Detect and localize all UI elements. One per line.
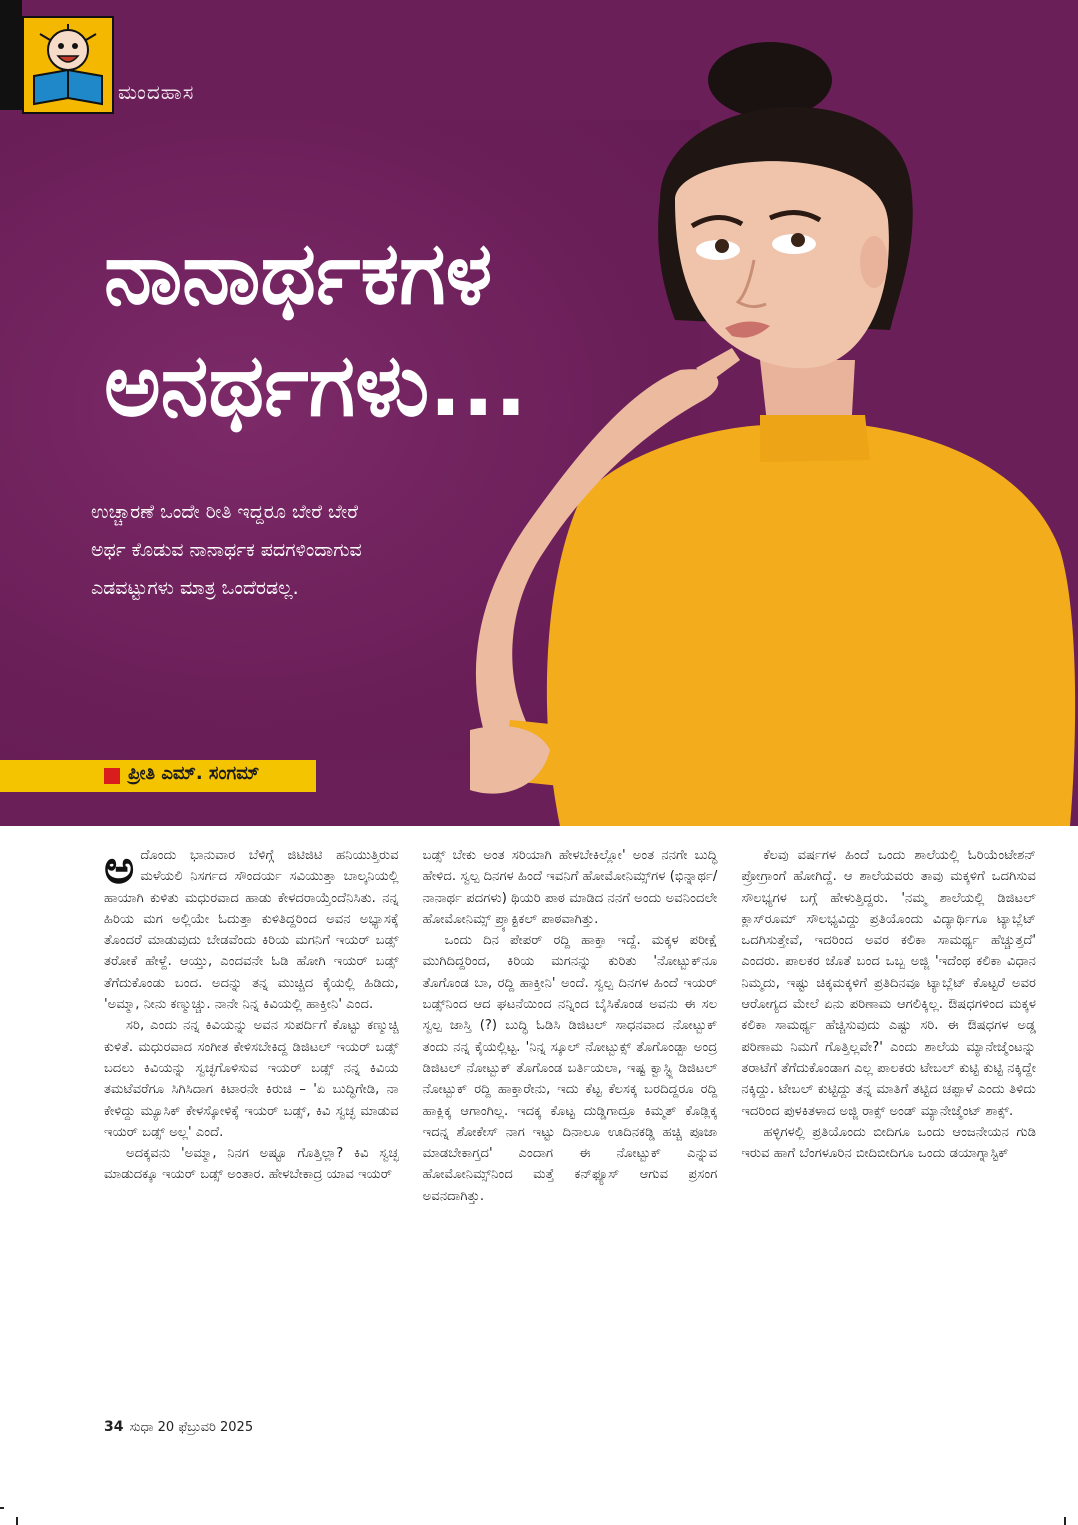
crop-mark <box>1064 1517 1066 1525</box>
paragraph: ಅದಕ್ಕವನು 'ಅಮ್ಮಾ, ನಿನಗ ಅಷ್ಟೂ ಗೊತ್ತಿಲ್ಲಾ? ಕಿವಿ ಸ್ವಚ್ಛ ಮಾಡುದಕ್ಕೂ ಇಯರ್ ಬಡ್ಸ್ ಅಂತಾರ. ಹೇಳಬೇಕಾದ್ರ ಯಾವ ಇಯರ್ <box>104 1146 399 1183</box>
section-label: ಮಂದಹಾಸ <box>118 80 195 104</box>
paragraph <box>104 840 399 1015</box>
paragraph: ಸರಿ, ಎಂದು ನನ್ನ ಕಿವಿಯನ್ನು ಅವನ ಸುಪರ್ದಿಗೆ ಕೊಟ್ಟು ಕಣ್ಮುಚ್ಚಿ ಕುಳಿತೆ. ಮಧುರವಾದ ಸಂಗೀತ ಕೇಳಿಸಬೇಕಿದ್ದ ಡಿಜಿಟಲ್ ಇಯರ್ ಬಡ್ಸ್ ಬದಲು ಕಿವಿಯನ್ನು ಸ್ವಚ್ಛಗೊಳಿಸುವ ಇಯರ್ ಬಡ್ಸ್ ನನ್ನ ಕಿವಿಯ ತಮಟೆವರೆಗೂ ಸಿಗಿಸಿದಾಗ ಕಿಟಾರನೇ ಕಿರುಚಿ – 'ಏ ಬುದ್ಧಿಗೇಡಿ, ನಾ ಕೇಳಿದ್ದು ಮ್ಯೂಸಿಕ್ ಕೇಳಸ್ಕೋಳಿಕ್ಕೆ ಇಯರ್ ಬಡ್ಸ್, ಕಿವಿ ಸ್ವಚ್ಛ ಮಾಡುವ ಇಯರ್ ಬಡ್ಸ್ ಅಲ್ಲ' ಎಂದೆ. <box>104 1018 399 1140</box>
paragraph: ಹಳ್ಳಿಗಳಲ್ಲಿ ಪ್ರತಿಯೊಂದು ಬೀದಿಗೂ ಒಂದು ಆಂಜನೇಯನ ಗುಡಿ ಇರುವ ಹಾಗೆ ಬೆಂಗಳೂರಿನ ಬೀದಿಬೀದಿಗೂ ಒಂದು ಡಯಾಗ್ನಾಸ್ಟಿಕ್ <box>741 1124 1037 1162</box>
article-column-2 <box>423 845 718 1207</box>
corner-bar <box>0 0 22 110</box>
drop-cap: ಅ <box>104 840 135 894</box>
article-column-1 <box>104 840 399 1207</box>
headline-line-1: ನಾನಾರ್ಥಕಗಳ <box>104 224 493 324</box>
paragraph: ಕೆಲವು ವರ್ಷಗಳ ಹಿಂದೆ ಒಂದು ಶಾಲೆಯಲ್ಲಿ ಓರಿಯೆಂಟೇಶನ್ ಪ್ರೋಗ್ರಾಂಗೆ ಹೋಗಿದ್ದೆ. ಆ ಶಾಲೆಯವರು ತಾವು ಮಕ್ಕಳಿಗೆ ಒದಗಿಸುವ ಸೌಲಭ್ಯಗಳ ಬಗ್ಗೆ ಹೇಳುತ್ತಿದ್ದರು. 'ನಮ್ಮ ಶಾಲೆಯಲ್ಲಿ ಡಿಜಿಟಲ್ ಕ್ಲಾಸ್‌ರೂಮ್ ಸೌಲಭ್ಯವಿದ್ದು ಪ್ರತಿಯೊಂದು ವಿದ್ಯಾರ್ಥಿಗೂ ಟ್ಯಾಬ್ಲೆಟ್ ಒದಗಿಸುತ್ತೇವೆ, ಇದರಿಂದ ಅವರ ಕಲಿಕಾ ಸಾಮರ್ಥ್ಯ ಹೆಚ್ಚುತ್ತದೆ' ಎಂದರು. ಪಾಲಕರ ಜೊತೆ ಬಂದ ಒಬ್ಬ ಅಜ್ಜಿ 'ಇದೆಂಥ ಕಲಿಕಾ ವಿಧಾನ ನಿಮ್ಮದು, ಇಷ್ಟು ಚಿಕ್ಕಮಕ್ಕಳಿಗೆ ಪ್ರತಿದಿನವೂ ಟ್ಯಾಬ್ಲೆಟ್ ಕೊಟ್ಟರೆ ಅವರ ಆರೋಗ್ಯದ ಮೇಲೆ ಏನು ಪರಿಣಾಮ ಆಗಲಿಕ್ಕಿಲ್ಲ. ಔಷಧಗಳಿಂದ ಮಕ್ಕಳ ಕಲಿಕಾ ಸಾಮರ್ಥ್ಯ ಹೆಚ್ಚಿಸುವುದು ಎಷ್ಟು ಸರಿ. ಈ ಔಷಧಗಳ ಅಡ್ಡ ಪರಿಣಾಮ ನಿಮಗೆ ಗೊತ್ತಿಲ್ಲವೇ?' ಎಂದು ಶಾಲೆಯ ಮ್ಯಾನೇಜ್ಮೆಂಟನ್ನು ತರಾಟೆಗೆ ತೆಗೆದುಕೊಂಡಾಗ ಎಲ್ಲ ಪಾಲಕರು ಟೇಬಲ್ ಕುಟ್ಟಿ ಕುಟ್ಟಿ ನಕ್ಕಿದ್ದೇ ನಕ್ಕಿದ್ದು. ಟೇಬಲ್ ಕುಟ್ಟಿದ್ದು ತನ್ನ ಮಾತಿಗೆ ತಟ್ಟಿದ ಚಪ್ಪಾಳೆ ಎಂದು ತಿಳಿದು ಇದರಿಂದ ಪುಳಕಿತಳಾದ ಅಜ್ಜಿ ರಾಕ್ಸ್ ಅಂಡ್ ಮ್ಯಾನೇಜ್ಮೆಂಟ್ ಶಾಕ್ಸ್. <box>741 848 1037 1119</box>
crop-mark <box>0 1507 4 1509</box>
paragraph-text: ದೊಂದು ಭಾನುವಾರ ಬೆಳಿಗ್ಗೆ ಜಿಟಿಜಿಟಿ ಹನಿಯುತ್ತಿರುವ ಮಳೆಯಲಿ ನಿಸರ್ಗದ ಸೌಂದರ್ಯ ಸವಿಯುತ್ತಾ ಬಾಲ್ಕನಿಯಲ್ಲಿ ಹಾಯಾಗಿ ಕುಳಿತು ಮಧುರವಾದ ಹಾಡು ಕೇಳದರಾಯ್ತೆಂದೆನಿಸಿತು. ನನ್ನ ಹಿರಿಯ ಮಗ ಅಲ್ಲಿಯೇ ಓದುತ್ತಾ ಕುಳಿತಿದ್ದರಿಂದ ಅವನ ಅಭ್ಯಾಸಕ್ಕೆ ತೊಂದರೆ ಮಾಡುವುದು ಬೇಡವೆಂದು ಕಿರಿಯ ಮಗನಿಗೆ ಇಯರ್ ಬಡ್ಸ್ ತರೋಕೆ ಹೇಳ್ದೆ. ಆಯ್ತು, ಎಂದವನೇ ಓಡಿ ಹೋಗಿ ಇಯರ್ ಬಡ್ಸ್ ತೆಗೆದುಕೊಂಡು ಬಂದ. ಅದನ್ನು ತನ್ನ ಮುಚ್ಚಿದ ಕೈಯಲ್ಲಿ ಹಿಡಿದು, 'ಅಮ್ಮಾ, ನೀನು ಕಣ್ಮುಚ್ಚು. ನಾನೇ ನಿನ್ನ ಕಿವಿಯಲ್ಲಿ ಹಾಕ್ತೀನಿ' ಎಂದ. <box>104 848 399 1013</box>
publication-date: ಸುಧಾ 20 ಫೆಬ್ರುವರಿ 2025 <box>129 1420 254 1435</box>
reading-man-logo-icon <box>22 16 114 114</box>
page-footer <box>104 1419 253 1435</box>
byline-marker <box>104 768 120 784</box>
headline <box>104 218 527 442</box>
byline-strip <box>0 760 316 792</box>
woman-thinking-photo <box>470 30 1078 826</box>
page-number: 34 <box>104 1419 124 1435</box>
headline-line-2: ಅನರ್ಥಗಳು... <box>104 336 528 436</box>
standfirst: ಉಚ್ಚಾರಣೆ ಒಂದೇ ರೀತಿ ಇದ್ದರೂ ಬೇರೆ ಬೇರೆ ಅರ್ಥ ಕೊಡುವ ನಾನಾರ್ಥಕ ಪದಗಳಿಂದಾಗುವ ಎಡವಟ್ಟುಗಳು ಮಾತ್ರ ಒಂದೆರಡಲ್ಲ. <box>91 501 362 599</box>
article-column-3 <box>741 845 1036 1207</box>
crop-mark <box>16 1517 18 1525</box>
article-body <box>104 840 1037 1207</box>
author-name: ಪ್ರೀತಿ ಎಮ್. ಸಂಗಮ್ <box>128 763 260 784</box>
paragraph: ಬಡ್ಸ್ ಬೇಕು ಅಂತ ಸರಿಯಾಗಿ ಹೇಳಬೇಕಿಲ್ಲೋ' ಅಂತ ನನಗೇ ಬುದ್ಧಿ ಹೇಳಿದ. ಸ್ವಲ್ಪ ದಿನಗಳ ಹಿಂದೆ ಇವನಿಗೆ ಹೋಮೋನಿಮ್ಸ್‌ಗಳ (ಭಿನ್ನಾರ್ಥ/ನಾನಾರ್ಥ ಪದಗಳು) ಥಿಯರಿ ಪಾಠ ಮಾಡಿದ ನನಗೆ ಅಂದು ಅವನಿಂದಲೇ ಹೋಮೋನಿಮ್ಸ್ ಪ್ರ್ಯಾಕ್ಟಿಕಲ್ ಪಾಠವಾಗಿತ್ತು. <box>422 848 718 927</box>
paragraph: ಒಂದು ದಿನ ಪೇಪರ್ ರದ್ದಿ ಹಾಕ್ತಾ ಇದ್ದೆ. ಮಕ್ಕಳ ಪರೀಕ್ಷೆ ಮುಗಿದಿದ್ದರಿಂದ, ಕಿರಿಯ ಮಗನನ್ನು ಕುರಿತು 'ನೋಟ್ಬುಕ್‌ನೂ ತೊಗೊಂಡ ಬಾ, ರದ್ದಿ ಹಾಕ್ತೀನಿ' ಅಂದೆ. ಸ್ವಲ್ಪ ದಿನಗಳ ಹಿಂದೆ ಇಯರ್ ಬಡ್ಸ್‌ನಿಂದ ಆದ ಘಟನೆಯಿಂದ ನನ್ನಿಂದ ಬೈಸಿಕೊಂಡ ಅವನು ಈ ಸಲ ಸ್ವಲ್ಪ ಜಾಸ್ತಿ (?) ಬುದ್ಧಿ ಓಡಿಸಿ ಡಿಜಿಟಲ್ ಸಾಧನವಾದ ನೋಟ್ಬುಕ್ ತಂದು ನನ್ನ ಕೈಯಲ್ಲಿಟ್ಟ. 'ನಿನ್ನ ಸ್ಕೂಲ್ ನೋಟ್ಬುಕ್ಸ್ ತೊಗೊಂಡ್ಬಾ ಅಂದ್ರ ಡಿಜಿಟಲ್ ನೋಟ್ಬುಕ್ ತೊಗೊಂಡ ಬರ್ತಿಯಲಾ, ಇಷ್ಟ ಕ್ವಾಸ್ಟ್ಲಿ ಡಿಜಿಟಲ್ ನೋಟ್ಬುಕ್ ರದ್ದಿ ಹಾಕ್ತಾರೇನು, ಇದು ಕೆಟ್ಟ ಕೆಲಸಕ್ಕ ಬರದಿದ್ದರೂ ರದ್ದಿ ಹಾಕ್ಲಿಕ್ಕ ಆಗಾಂಗಿಲ್ಲ. ಇದಕ್ಕ ಕೊಟ್ಟ ದುಡ್ಡಿಗಾದ್ರೂ ಕಿಮ್ಮತ್ ಕೊಡ್ಲಿಕ್ಕ ಇದನ್ನ ಶೋಕೇಸ್ ನಾಗ ಇಟ್ಟು ದಿನಾಲೂ ಊದಿನಕಡ್ಡಿ ಹಚ್ಚಿ ಪೂಜಾ ಮಾಡಬೇಕಾಗ್ತದ' ಎಂದಾಗ ಈ ನೋಟ್ಬುಕ್ ಎನ್ನುವ ಹೋಮೋನಿಮ್ಸ್‌ನಿಂದ ಮತ್ತೆ ಕನ್‌ಫ್ಯೂಸ್ ಆಗುವ ಪ್ರಸಂಗ ಅವನದಾಗಿತ್ತು. <box>422 933 718 1204</box>
